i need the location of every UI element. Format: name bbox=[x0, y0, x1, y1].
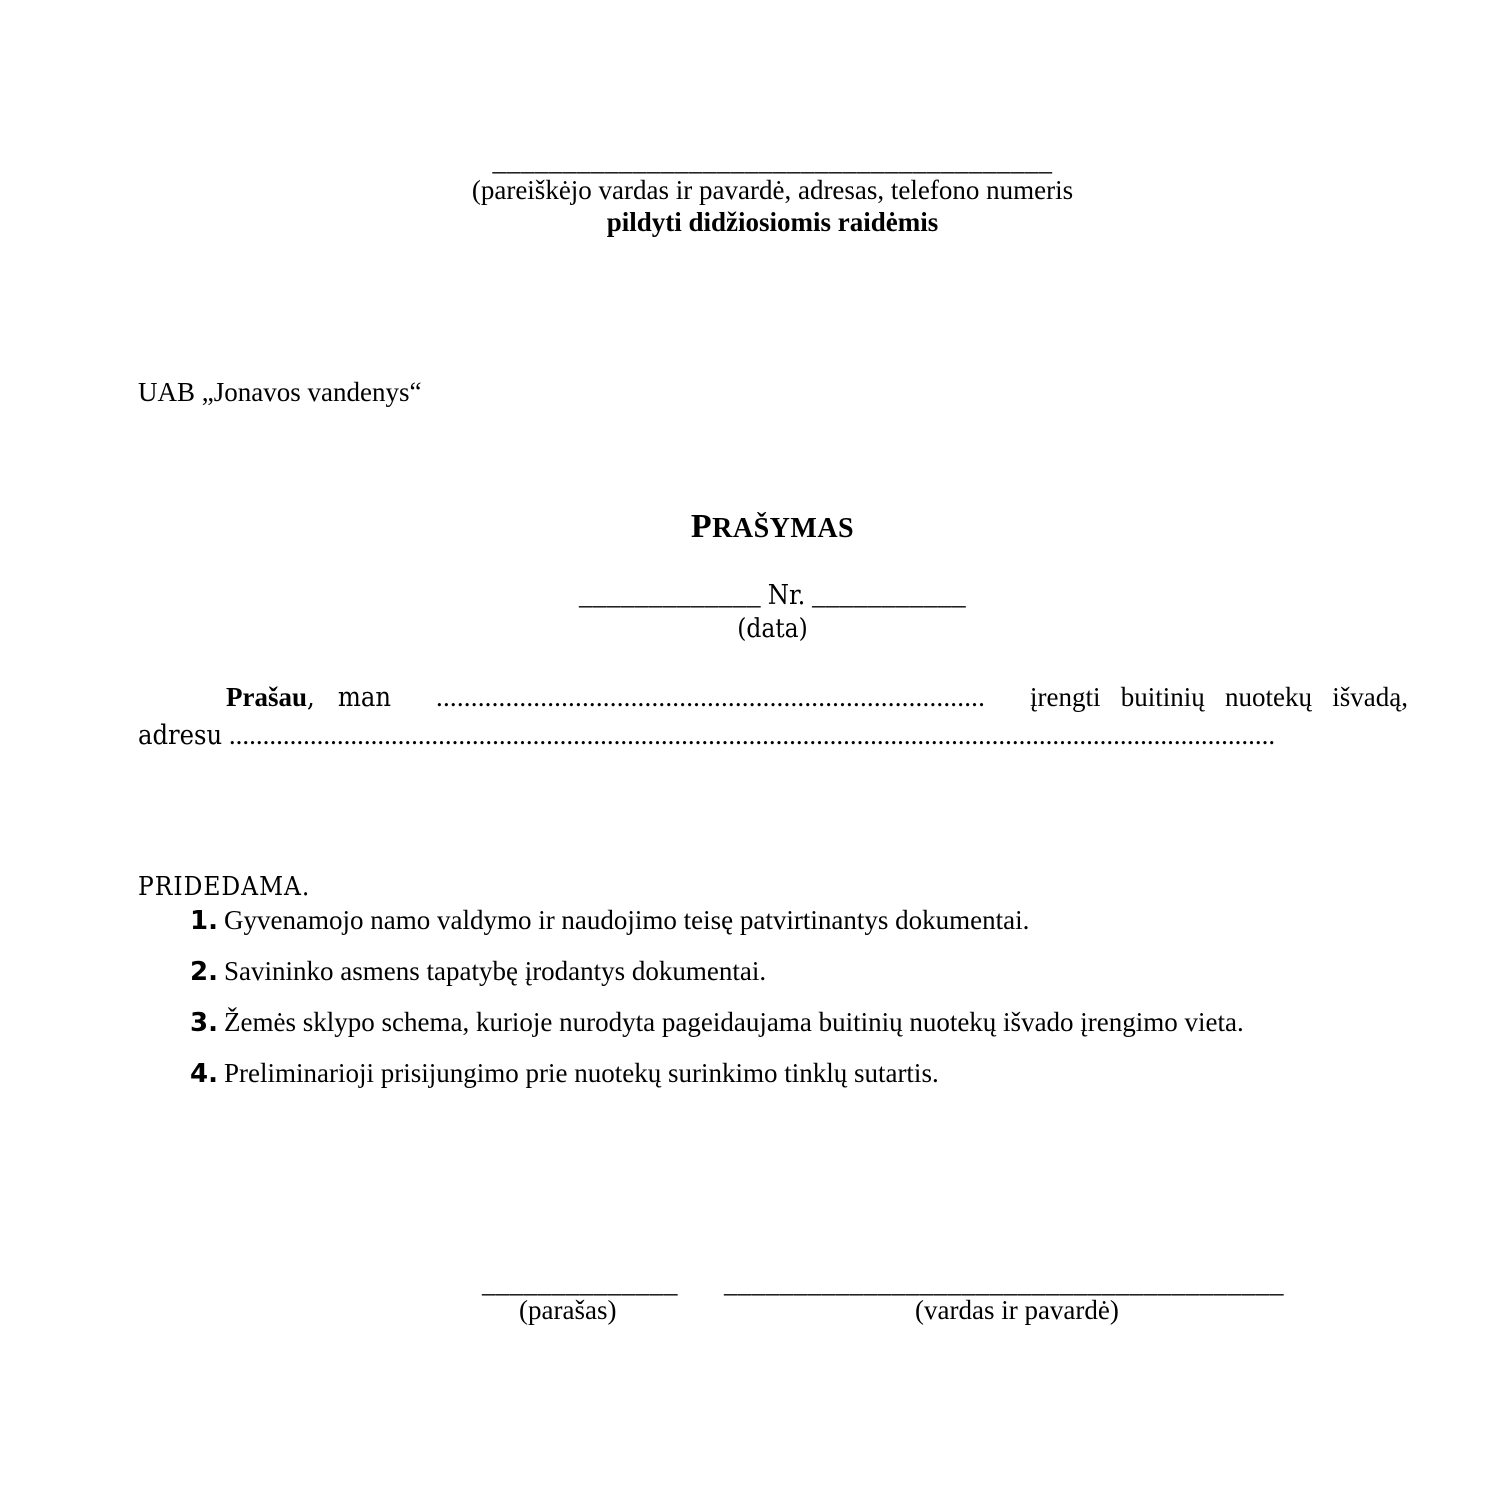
attachment-item-4 bbox=[190, 1057, 939, 1090]
date-caption: (data) bbox=[737, 614, 808, 644]
nr-blank: ___________ bbox=[812, 580, 967, 610]
attachment-text-1: Gyvenamojo namo valdymo ir naudojimo teisę patvirtinantys dokumentai. bbox=[224, 905, 1030, 935]
attachment-num-2: 2. bbox=[190, 957, 218, 987]
applicant-blank-line: ________________________________________ bbox=[492, 146, 1053, 176]
address-label: adresu bbox=[138, 720, 223, 751]
attachment-text-2: Savininko asmens tapatybę įrodantys dokumentai. bbox=[224, 956, 767, 986]
recipient-name: UAB „Jonavos vandenys“ bbox=[138, 377, 422, 407]
request-line-2 bbox=[138, 720, 1408, 751]
date-blank: _____________ bbox=[578, 580, 761, 610]
request-text-1: įrengti buitinių nuotekų išvadą, bbox=[1030, 682, 1408, 712]
name-blank: ________________________________________ bbox=[724, 1268, 1284, 1298]
request-comma-man: , man bbox=[307, 682, 392, 713]
attachment-item-2 bbox=[190, 955, 766, 988]
attachments-heading: PRIDEDAMA. bbox=[138, 872, 311, 902]
attachment-item-1 bbox=[190, 904, 1029, 937]
request-dots-1: ............................................................................... bbox=[436, 682, 986, 712]
title-rest: RAŠYMAS bbox=[712, 513, 855, 544]
signature-caption: (parašas) bbox=[519, 1295, 617, 1325]
date-number-line bbox=[0, 580, 1500, 611]
attachment-num-4: 4. bbox=[190, 1059, 218, 1089]
title-first-letter: P bbox=[690, 508, 713, 545]
nr-label: Nr. bbox=[767, 580, 806, 611]
signature-blank: ______________ bbox=[482, 1268, 678, 1298]
attachment-item-3 bbox=[190, 1006, 1244, 1039]
request-lead bbox=[226, 682, 391, 713]
name-caption: (vardas ir pavardė) bbox=[915, 1295, 1119, 1325]
request-lead-word: Prašau bbox=[226, 682, 307, 712]
request-line-1 bbox=[226, 682, 1408, 713]
fill-instruction: pildyti didžiosiomis raidėmis bbox=[606, 207, 939, 237]
attachment-num-3: 3. bbox=[190, 1008, 218, 1038]
applicant-caption: (pareiškėjo vardas ir pavardė, adresas, telefono numeris bbox=[471, 175, 1074, 205]
request-dots-2: ........................................................................................................................................................... bbox=[228, 720, 1276, 750]
document-title bbox=[0, 508, 1500, 546]
attachment-text-4: Preliminarioji prisijungimo prie nuotekų surinkimo tinklų sutartis. bbox=[224, 1058, 939, 1088]
attachment-num-1: 1. bbox=[190, 906, 218, 936]
attachment-text-3: Žemės sklypo schema, kurioje nurodyta pageidaujama buitinių nuotekų išvado įrengimo vieta. bbox=[224, 1007, 1244, 1037]
